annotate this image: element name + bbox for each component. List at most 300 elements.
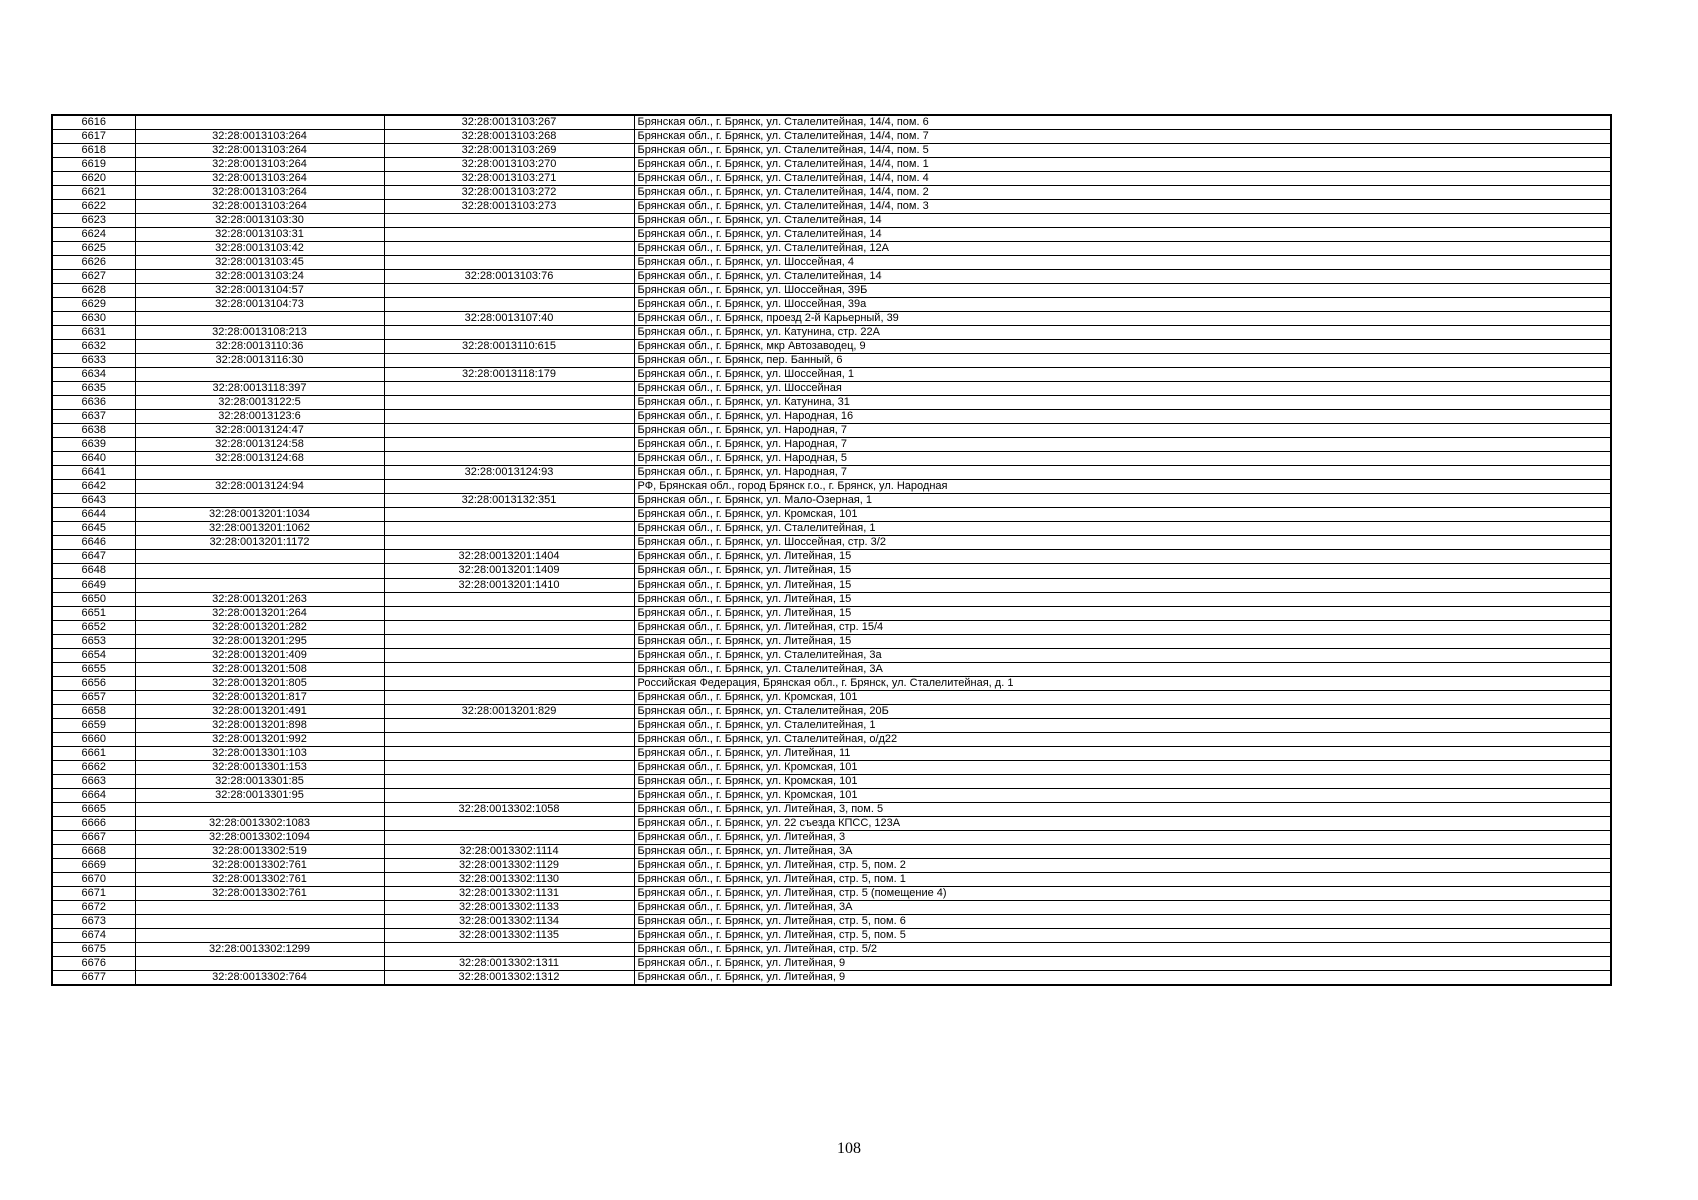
address: Брянская обл., г. Брянск, ул. Сталелитейная, 14/4, пом. 1 xyxy=(634,158,1611,172)
cadastral-number-parent xyxy=(135,494,384,508)
cadastral-number-parent: 32:28:0013124:94 xyxy=(135,480,384,494)
cadastral-number: 32:28:0013118:179 xyxy=(384,368,634,382)
registry-table-body xyxy=(52,115,1611,985)
cadastral-number: 32:28:0013302:1133 xyxy=(384,900,634,914)
cadastral-number-parent xyxy=(135,564,384,578)
cadastral-number-parent: 32:28:0013302:519 xyxy=(135,844,384,858)
address: Брянская обл., г. Брянск, ул. Литейная, 3 xyxy=(634,830,1611,844)
table-row xyxy=(52,480,1611,494)
cadastral-number: 32:28:0013201:1410 xyxy=(384,578,634,592)
table-row xyxy=(52,214,1611,228)
cadastral-number xyxy=(384,242,634,256)
cadastral-number-parent: 32:28:0013302:1083 xyxy=(135,816,384,830)
cadastral-number-parent xyxy=(135,312,384,326)
row-number: 6633 xyxy=(52,354,135,368)
cadastral-number: 32:28:0013103:76 xyxy=(384,270,634,284)
cadastral-number xyxy=(384,228,634,242)
row-number: 6677 xyxy=(52,970,135,985)
cadastral-number xyxy=(384,396,634,410)
cadastral-number-parent xyxy=(135,914,384,928)
table-row xyxy=(52,494,1611,508)
cadastral-number-parent: 32:28:0013201:1062 xyxy=(135,522,384,536)
address: Брянская обл., г. Брянск, ул. Сталелитейная, 12А xyxy=(634,242,1611,256)
row-number: 6672 xyxy=(52,900,135,914)
table-row xyxy=(52,928,1611,942)
table-row xyxy=(52,186,1611,200)
cadastral-number-parent: 32:28:0013103:264 xyxy=(135,158,384,172)
cadastral-number-parent: 32:28:0013201:282 xyxy=(135,620,384,634)
cadastral-number: 32:28:0013302:1135 xyxy=(384,928,634,942)
address: Брянская обл., г. Брянск, ул. Литейная, 15 xyxy=(634,550,1611,564)
row-number: 6675 xyxy=(52,942,135,956)
row-number: 6643 xyxy=(52,494,135,508)
table-row xyxy=(52,956,1611,970)
row-number: 6629 xyxy=(52,298,135,312)
row-number: 6659 xyxy=(52,718,135,732)
cadastral-number xyxy=(384,676,634,690)
table-row xyxy=(52,606,1611,620)
address: Брянская обл., г. Брянск, ул. Народная, 5 xyxy=(634,452,1611,466)
address: Брянская обл., г. Брянск, ул. Шоссейная xyxy=(634,382,1611,396)
table-row xyxy=(52,242,1611,256)
address: Брянская обл., г. Брянск, ул. Народная, 7 xyxy=(634,438,1611,452)
cadastral-number-parent: 32:28:0013302:1299 xyxy=(135,942,384,956)
table-row xyxy=(52,732,1611,746)
row-number: 6635 xyxy=(52,382,135,396)
cadastral-number: 32:28:0013302:1130 xyxy=(384,872,634,886)
address: Брянская обл., г. Брянск, ул. Шоссейная, 1 xyxy=(634,368,1611,382)
table-row xyxy=(52,312,1611,326)
row-number: 6656 xyxy=(52,676,135,690)
row-number: 6621 xyxy=(52,186,135,200)
address: Брянская обл., г. Брянск, ул. Кромская, 101 xyxy=(634,760,1611,774)
address: Брянская обл., г. Брянск, мкр Автозаводец, 9 xyxy=(634,340,1611,354)
cadastral-number-parent xyxy=(135,368,384,382)
address: Брянская обл., г. Брянск, ул. Сталелитейная, 14 xyxy=(634,270,1611,284)
address: РФ, Брянская обл., город Брянск г.о., г. Брянск, ул. Народная xyxy=(634,480,1611,494)
cadastral-number xyxy=(384,788,634,802)
cadastral-number-parent: 32:28:0013201:263 xyxy=(135,592,384,606)
address: Брянская обл., г. Брянск, ул. Сталелитейная, 1 xyxy=(634,522,1611,536)
row-number: 6642 xyxy=(52,480,135,494)
address: Брянская обл., г. Брянск, ул. Литейная, 3, пом. 5 xyxy=(634,802,1611,816)
address: Брянская обл., г. Брянск, ул. Народная, 16 xyxy=(634,410,1611,424)
row-number: 6631 xyxy=(52,326,135,340)
address: Брянская обл., г. Брянск, ул. Литейная, 15 xyxy=(634,634,1611,648)
address: Брянская обл., г. Брянск, ул. Сталелитейная, 14/4, пом. 3 xyxy=(634,200,1611,214)
cadastral-number xyxy=(384,382,634,396)
cadastral-number-parent: 32:28:0013103:264 xyxy=(135,200,384,214)
cadastral-number-parent: 32:28:0013104:73 xyxy=(135,298,384,312)
cadastral-number-parent: 32:28:0013103:31 xyxy=(135,228,384,242)
address: Брянская обл., г. Брянск, ул. Сталелитейная, 3А xyxy=(634,662,1611,676)
table-row xyxy=(52,648,1611,662)
table-row xyxy=(52,774,1611,788)
row-number: 6652 xyxy=(52,620,135,634)
row-number: 6674 xyxy=(52,928,135,942)
cadastral-number-parent: 32:28:0013124:68 xyxy=(135,452,384,466)
row-number: 6665 xyxy=(52,802,135,816)
table-row xyxy=(52,452,1611,466)
cadastral-number: 32:28:0013124:93 xyxy=(384,466,634,480)
address: Брянская обл., г. Брянск, ул. Сталелитейная, 14 xyxy=(634,228,1611,242)
cadastral-number xyxy=(384,298,634,312)
cadastral-number-parent: 32:28:0013201:898 xyxy=(135,718,384,732)
cadastral-number xyxy=(384,536,634,550)
row-number: 6658 xyxy=(52,704,135,718)
cadastral-number: 32:28:0013132:351 xyxy=(384,494,634,508)
table-row xyxy=(52,438,1611,452)
cadastral-number-parent: 32:28:0013301:103 xyxy=(135,746,384,760)
cadastral-number xyxy=(384,718,634,732)
table-row xyxy=(52,900,1611,914)
table-row xyxy=(52,340,1611,354)
cadastral-number-parent xyxy=(135,900,384,914)
cadastral-number-parent xyxy=(135,466,384,480)
row-number: 6632 xyxy=(52,340,135,354)
cadastral-number xyxy=(384,634,634,648)
address: Брянская обл., г. Брянск, ул. Литейная, 11 xyxy=(634,746,1611,760)
cadastral-number: 32:28:0013103:268 xyxy=(384,130,634,144)
cadastral-number: 32:28:0013103:271 xyxy=(384,172,634,186)
cadastral-number-parent xyxy=(135,928,384,942)
cadastral-number xyxy=(384,942,634,956)
table-row xyxy=(52,424,1611,438)
row-number: 6637 xyxy=(52,410,135,424)
row-number: 6640 xyxy=(52,452,135,466)
address: Брянская обл., г. Брянск, проезд 2-й Карьерный, 39 xyxy=(634,312,1611,326)
address: Брянская обл., г. Брянск, пер. Банный, 6 xyxy=(634,354,1611,368)
table-row xyxy=(52,256,1611,270)
row-number: 6668 xyxy=(52,844,135,858)
table-row xyxy=(52,522,1611,536)
address: Брянская обл., г. Брянск, ул. Сталелитейная, 3а xyxy=(634,648,1611,662)
cadastral-number xyxy=(384,690,634,704)
cadastral-number-parent xyxy=(135,550,384,564)
cadastral-number xyxy=(384,774,634,788)
table-row xyxy=(52,115,1611,130)
row-number: 6657 xyxy=(52,690,135,704)
address: Брянская обл., г. Брянск, ул. Литейная, 15 xyxy=(634,578,1611,592)
cadastral-number: 32:28:0013107:40 xyxy=(384,312,634,326)
cadastral-number: 32:28:0013110:615 xyxy=(384,340,634,354)
cadastral-number-parent: 32:28:0013201:1172 xyxy=(135,536,384,550)
address: Брянская обл., г. Брянск, ул. Катунина, 31 xyxy=(634,396,1611,410)
table-row xyxy=(52,844,1611,858)
table-row xyxy=(52,620,1611,634)
cadastral-number xyxy=(384,410,634,424)
address: Брянская обл., г. Брянск, ул. Сталелитейная, 14/4, пом. 7 xyxy=(634,130,1611,144)
cadastral-number xyxy=(384,354,634,368)
row-number: 6622 xyxy=(52,200,135,214)
table-row xyxy=(52,872,1611,886)
cadastral-number-parent: 32:28:0013103:45 xyxy=(135,256,384,270)
cadastral-number xyxy=(384,732,634,746)
address: Брянская обл., г. Брянск, ул. Литейная, стр. 5, пом. 1 xyxy=(634,872,1611,886)
cadastral-number: 32:28:0013302:1312 xyxy=(384,970,634,985)
row-number: 6645 xyxy=(52,522,135,536)
address: Брянская обл., г. Брянск, ул. Литейная, 9 xyxy=(634,970,1611,985)
row-number: 6655 xyxy=(52,662,135,676)
table-row xyxy=(52,816,1611,830)
cadastral-number-parent: 32:28:0013302:764 xyxy=(135,970,384,985)
row-number: 6616 xyxy=(52,115,135,130)
table-row xyxy=(52,172,1611,186)
cadastral-number: 32:28:0013103:269 xyxy=(384,144,634,158)
row-number: 6634 xyxy=(52,368,135,382)
cadastral-number-parent: 32:28:0013301:153 xyxy=(135,760,384,774)
cadastral-number: 32:28:0013302:1129 xyxy=(384,858,634,872)
address: Брянская обл., г. Брянск, ул. Шоссейная, стр. 3/2 xyxy=(634,536,1611,550)
registry-table xyxy=(51,114,1612,986)
table-row xyxy=(52,508,1611,522)
cadastral-number xyxy=(384,326,634,340)
table-row xyxy=(52,284,1611,298)
row-number: 6671 xyxy=(52,886,135,900)
cadastral-number-parent: 32:28:0013124:58 xyxy=(135,438,384,452)
cadastral-number-parent: 32:28:0013302:761 xyxy=(135,872,384,886)
address: Брянская обл., г. Брянск, ул. Литейная, 3А xyxy=(634,844,1611,858)
row-number: 6625 xyxy=(52,242,135,256)
row-number: 6624 xyxy=(52,228,135,242)
cadastral-number xyxy=(384,214,634,228)
row-number: 6626 xyxy=(52,256,135,270)
cadastral-number xyxy=(384,438,634,452)
cadastral-number-parent: 32:28:0013103:42 xyxy=(135,242,384,256)
address: Брянская обл., г. Брянск, ул. Мало-Озерная, 1 xyxy=(634,494,1611,508)
table-row xyxy=(52,368,1611,382)
table-row xyxy=(52,634,1611,648)
cadastral-number: 32:28:0013302:1134 xyxy=(384,914,634,928)
cadastral-number-parent: 32:28:0013201:1034 xyxy=(135,508,384,522)
address: Брянская обл., г. Брянск, ул. Сталелитейная, 1 xyxy=(634,718,1611,732)
address: Брянская обл., г. Брянск, ул. Литейная, 9 xyxy=(634,956,1611,970)
address: Брянская обл., г. Брянск, ул. Кромская, 101 xyxy=(634,788,1611,802)
address: Брянская обл., г. Брянск, ул. Литейная, 15 xyxy=(634,606,1611,620)
cadastral-number: 32:28:0013302:1114 xyxy=(384,844,634,858)
cadastral-number: 32:28:0013103:273 xyxy=(384,200,634,214)
table-row xyxy=(52,298,1611,312)
cadastral-number xyxy=(384,746,634,760)
row-number: 6653 xyxy=(52,634,135,648)
row-number: 6648 xyxy=(52,564,135,578)
row-number: 6618 xyxy=(52,144,135,158)
cadastral-number-parent: 32:28:0013108:213 xyxy=(135,326,384,340)
address: Брянская обл., г. Брянск, ул. Сталелитейная, о/д22 xyxy=(634,732,1611,746)
cadastral-number xyxy=(384,830,634,844)
cadastral-number-parent: 32:28:0013103:30 xyxy=(135,214,384,228)
cadastral-number xyxy=(384,620,634,634)
table-row xyxy=(52,802,1611,816)
row-number: 6667 xyxy=(52,830,135,844)
cadastral-number xyxy=(384,606,634,620)
cadastral-number-parent: 32:28:0013116:30 xyxy=(135,354,384,368)
address: Брянская обл., г. Брянск, ул. Сталелитейная, 14/4, пом. 4 xyxy=(634,172,1611,186)
cadastral-number-parent xyxy=(135,578,384,592)
cadastral-number xyxy=(384,522,634,536)
table-row xyxy=(52,550,1611,564)
cadastral-number-parent: 32:28:0013201:817 xyxy=(135,690,384,704)
row-number: 6654 xyxy=(52,648,135,662)
row-number: 6673 xyxy=(52,914,135,928)
table-row xyxy=(52,690,1611,704)
cadastral-number-parent: 32:28:0013301:85 xyxy=(135,774,384,788)
cadastral-number-parent: 32:28:0013201:491 xyxy=(135,704,384,718)
row-number: 6620 xyxy=(52,172,135,186)
row-number: 6662 xyxy=(52,760,135,774)
table-row xyxy=(52,942,1611,956)
page-number: 108 xyxy=(837,1140,861,1157)
cadastral-number-parent xyxy=(135,802,384,816)
address: Брянская обл., г. Брянск, ул. Кромская, 101 xyxy=(634,690,1611,704)
cadastral-number-parent: 32:28:0013302:1094 xyxy=(135,830,384,844)
cadastral-number xyxy=(384,480,634,494)
address: Брянская обл., г. Брянск, ул. Литейная, стр. 5, пом. 6 xyxy=(634,914,1611,928)
address: Брянская обл., г. Брянск, ул. Шоссейная, 39а xyxy=(634,298,1611,312)
cadastral-number-parent: 32:28:0013301:95 xyxy=(135,788,384,802)
cadastral-number-parent: 32:28:0013201:992 xyxy=(135,732,384,746)
cadastral-number: 32:28:0013201:1409 xyxy=(384,564,634,578)
cadastral-number xyxy=(384,760,634,774)
table-row xyxy=(52,914,1611,928)
address: Брянская обл., г. Брянск, ул. Народная, 7 xyxy=(634,424,1611,438)
cadastral-number: 32:28:0013302:1058 xyxy=(384,802,634,816)
cadastral-number-parent: 32:28:0013103:264 xyxy=(135,186,384,200)
row-number: 6644 xyxy=(52,508,135,522)
cadastral-number xyxy=(384,424,634,438)
address: Брянская обл., г. Брянск, ул. Катунина, стр. 22А xyxy=(634,326,1611,340)
cadastral-number: 32:28:0013201:829 xyxy=(384,704,634,718)
row-number: 6649 xyxy=(52,578,135,592)
row-number: 6666 xyxy=(52,816,135,830)
table-row xyxy=(52,200,1611,214)
table-row xyxy=(52,410,1611,424)
table-row xyxy=(52,760,1611,774)
table-row xyxy=(52,718,1611,732)
cadastral-number-parent: 32:28:0013103:264 xyxy=(135,144,384,158)
cadastral-number-parent xyxy=(135,115,384,130)
cadastral-number xyxy=(384,256,634,270)
row-number: 6669 xyxy=(52,858,135,872)
address: Брянская обл., г. Брянск, ул. Кромская, 101 xyxy=(634,508,1611,522)
address: Брянская обл., г. Брянск, ул. Литейная, стр. 5, пом. 2 xyxy=(634,858,1611,872)
row-number: 6661 xyxy=(52,746,135,760)
row-number: 6630 xyxy=(52,312,135,326)
row-number: 6670 xyxy=(52,872,135,886)
address: Брянская обл., г. Брянск, ул. Литейная, стр. 15/4 xyxy=(634,620,1611,634)
row-number: 6641 xyxy=(52,466,135,480)
table-row xyxy=(52,676,1611,690)
row-number: 6627 xyxy=(52,270,135,284)
table-row xyxy=(52,564,1611,578)
table-row xyxy=(52,158,1611,172)
address: Брянская обл., г. Брянск, ул. Сталелитейная, 14/4, пом. 6 xyxy=(634,115,1611,130)
row-number: 6628 xyxy=(52,284,135,298)
cadastral-number: 32:28:0013103:267 xyxy=(384,115,634,130)
table-row xyxy=(52,396,1611,410)
table-row xyxy=(52,746,1611,760)
row-number: 6639 xyxy=(52,438,135,452)
cadastral-number-parent: 32:28:0013302:761 xyxy=(135,886,384,900)
table-row xyxy=(52,354,1611,368)
table-row xyxy=(52,858,1611,872)
address: Брянская обл., г. Брянск, ул. Кромская, 101 xyxy=(634,774,1611,788)
row-number: 6617 xyxy=(52,130,135,144)
address: Брянская обл., г. Брянск, ул. Шоссейная, 39Б xyxy=(634,284,1611,298)
cadastral-number-parent: 32:28:0013124:47 xyxy=(135,424,384,438)
table-row xyxy=(52,466,1611,480)
cadastral-number-parent: 32:28:0013122:5 xyxy=(135,396,384,410)
cadastral-number-parent: 32:28:0013104:57 xyxy=(135,284,384,298)
table-row xyxy=(52,970,1611,985)
address: Брянская обл., г. Брянск, ул. Литейная, 15 xyxy=(634,592,1611,606)
address: Брянская обл., г. Брянск, ул. Литейная, стр. 5 (помещение 4) xyxy=(634,886,1611,900)
address: Брянская обл., г. Брянск, ул. Шоссейная, 4 xyxy=(634,256,1611,270)
address: Российская Федерация, Брянская обл., г. Брянск, ул. Сталелитейная, д. 1 xyxy=(634,676,1611,690)
table-row xyxy=(52,270,1611,284)
row-number: 6646 xyxy=(52,536,135,550)
cadastral-number xyxy=(384,508,634,522)
row-number: 6651 xyxy=(52,606,135,620)
address: Брянская обл., г. Брянск, ул. Сталелитейная, 20Б xyxy=(634,704,1611,718)
table-row xyxy=(52,228,1611,242)
table-row xyxy=(52,830,1611,844)
cadastral-number: 32:28:0013302:1131 xyxy=(384,886,634,900)
cadastral-number xyxy=(384,452,634,466)
address: Брянская обл., г. Брянск, ул. Народная, 7 xyxy=(634,466,1611,480)
table-row xyxy=(52,592,1611,606)
cadastral-number xyxy=(384,648,634,662)
table-row xyxy=(52,886,1611,900)
address: Брянская обл., г. Брянск, ул. Литейная, 3А xyxy=(634,900,1611,914)
row-number: 6619 xyxy=(52,158,135,172)
cadastral-number-parent: 32:28:0013201:409 xyxy=(135,648,384,662)
table-row xyxy=(52,536,1611,550)
table-row xyxy=(52,326,1611,340)
table-row xyxy=(52,382,1611,396)
row-number: 6638 xyxy=(52,424,135,438)
cadastral-number: 32:28:0013103:272 xyxy=(384,186,634,200)
row-number: 6663 xyxy=(52,774,135,788)
cadastral-number-parent: 32:28:0013201:508 xyxy=(135,662,384,676)
row-number: 6650 xyxy=(52,592,135,606)
row-number: 6664 xyxy=(52,788,135,802)
cadastral-number-parent: 32:28:0013103:264 xyxy=(135,130,384,144)
address: Брянская обл., г. Брянск, ул. Сталелитейная, 14 xyxy=(634,214,1611,228)
row-number: 6636 xyxy=(52,396,135,410)
address: Брянская обл., г. Брянск, ул. Сталелитейная, 14/4, пом. 5 xyxy=(634,144,1611,158)
row-number: 6660 xyxy=(52,732,135,746)
cadastral-number xyxy=(384,816,634,830)
cadastral-number-parent: 32:28:0013118:397 xyxy=(135,382,384,396)
table-row xyxy=(52,788,1611,802)
row-number: 6676 xyxy=(52,956,135,970)
address: Брянская обл., г. Брянск, ул. Сталелитейная, 14/4, пом. 2 xyxy=(634,186,1611,200)
cadastral-number-parent xyxy=(135,956,384,970)
row-number: 6623 xyxy=(52,214,135,228)
cadastral-number: 32:28:0013103:270 xyxy=(384,158,634,172)
cadastral-number: 32:28:0013201:1404 xyxy=(384,550,634,564)
cadastral-number-parent: 32:28:0013201:264 xyxy=(135,606,384,620)
cadastral-number-parent: 32:28:0013201:805 xyxy=(135,676,384,690)
table-row xyxy=(52,662,1611,676)
table-row xyxy=(52,704,1611,718)
cadastral-number-parent: 32:28:0013201:295 xyxy=(135,634,384,648)
cadastral-number-parent: 32:28:0013103:264 xyxy=(135,172,384,186)
address: Брянская обл., г. Брянск, ул. Литейная, стр. 5/2 xyxy=(634,942,1611,956)
table-row xyxy=(52,130,1611,144)
address: Брянская обл., г. Брянск, ул. Литейная, стр. 5, пом. 5 xyxy=(634,928,1611,942)
